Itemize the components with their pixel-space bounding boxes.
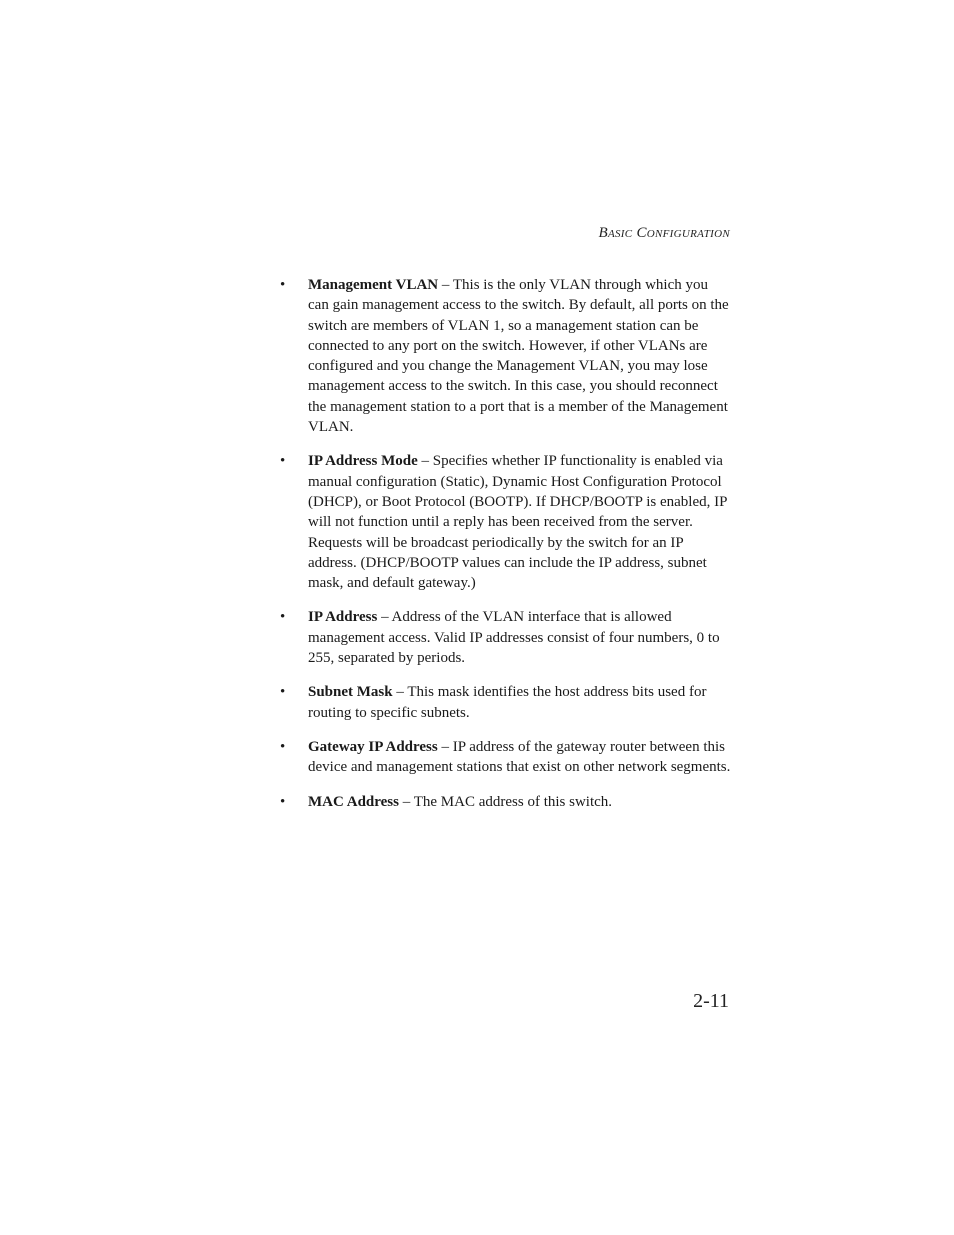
item-term: Subnet Mask <box>308 684 393 701</box>
item-term: MAC Address <box>308 793 399 810</box>
list-item-mac-address <box>280 792 732 812</box>
list-item-ip-address <box>280 607 732 668</box>
bullet: • <box>280 609 286 626</box>
bullet: • <box>280 684 286 701</box>
list-item-ip-address-mode <box>280 451 732 593</box>
item-term: IP Address Mode <box>308 453 418 470</box>
item-description: – The MAC address of this switch. <box>398 793 613 810</box>
bullet: • <box>280 738 286 755</box>
item-description: – Address of the VLAN interface that is allowed management access. Valid IP addresses consist of four numbers, 0 to 255, separated by periods. <box>308 609 720 667</box>
list-item-gateway-ip-address <box>280 737 732 778</box>
item-description: – Specifies whether IP functionality is enabled via manual configuration (Static), Dynamic Host Configuration Protocol (DHCP), or Boot Protocol (BOOTP). If DHCP/BOOTP is enabled, IP will not function until a reply has been received from the server. Requests will be broadcast periodically by the switch for an IP address. (DHCP/BOOTP values can include the IP address, subnet mask, and default gateway.) <box>308 453 727 592</box>
item-description: – This is the only VLAN through which you can gain management access to the switch. By default, all ports on the switch are members of VLAN 1, so a management station can be connected to any port on the switch. However, if other VLANs are configured and you change the Management VLAN, you may lose management access to the switch. In this case, you should reconnect the management station to a port that is a member of the Management VLAN. <box>308 277 729 436</box>
item-term: IP Address <box>308 609 378 626</box>
list-item-subnet-mask <box>280 682 732 723</box>
bullet: • <box>280 453 286 470</box>
page-number: 2-11 <box>693 990 729 1012</box>
parameter-list <box>280 275 732 826</box>
bullet: • <box>280 277 286 293</box>
list-item-management-vlan <box>280 275 732 437</box>
item-term: Gateway IP Address <box>308 738 438 755</box>
bullet: • <box>280 793 286 810</box>
item-description: – This mask identifies the host address bits used for routing to specific subnets. <box>308 684 707 721</box>
running-header: Basic Configuration <box>598 225 730 241</box>
item-description: – IP address of the gateway router between this device and management stations that exist on other network segments. <box>308 738 731 776</box>
item-term: Management VLAN <box>308 277 439 293</box>
